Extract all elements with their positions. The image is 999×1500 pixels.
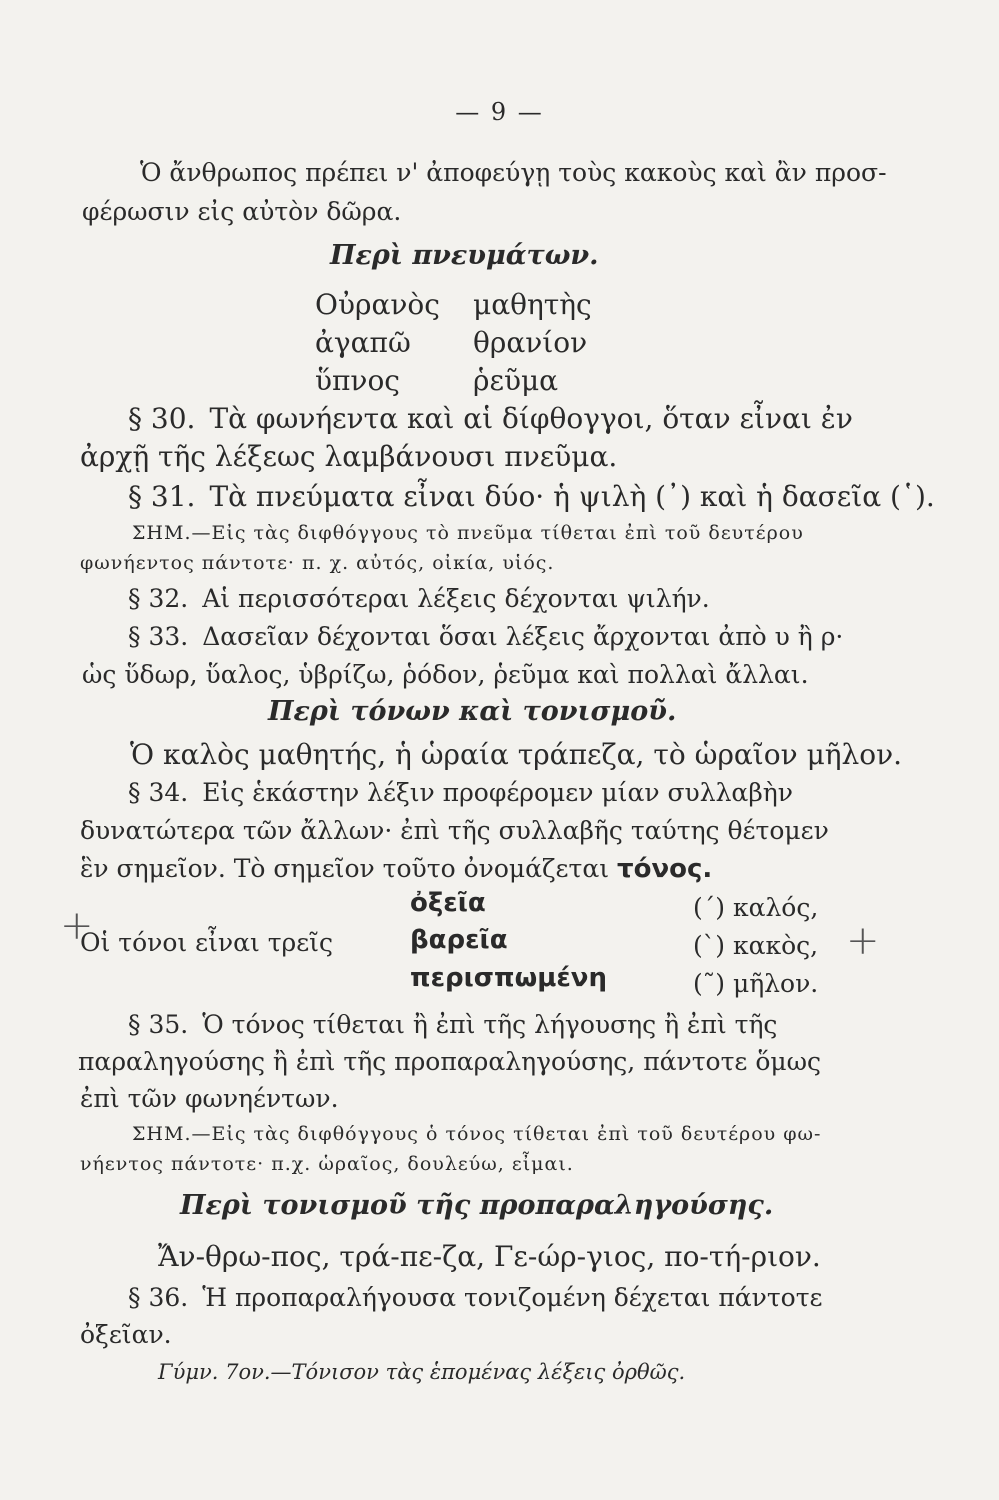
breathing-example-left-1: Οὐρανὸς	[315, 288, 440, 321]
section-31-text: Τὰ πνεύματα εἶναι δύο· ἡ ψιλὴ (᾿) καὶ ἡ δασεῖα (῾).	[209, 480, 935, 513]
section-33-line-2: ὡς ὕδωρ, ὕαλος, ὑβρίζω, ῥόδον, ῥεῦμα καὶ πολλαὶ ἄλλαι.	[82, 660, 809, 689]
margin-cross-mark-left: +	[60, 903, 94, 949]
section-32-number: § 32.	[128, 584, 189, 613]
heading-proparoxytone: Περὶ τονισμοῦ τῆς προπαραληγούσης.	[180, 1190, 774, 1221]
term-tonos: τόνος.	[616, 854, 713, 884]
page-number: — 9 —	[455, 98, 544, 126]
section-36-number: § 36.	[128, 1283, 189, 1312]
section-36-line-2: ὀξεῖαν.	[80, 1320, 172, 1349]
section-32	[128, 584, 710, 613]
breathing-example-right-2: θρανίον	[473, 326, 588, 359]
intro-line-2: φέρωσιν εἰς αὐτὸν δῶρα.	[82, 197, 402, 226]
accent-name-bareia: βαρεῖα	[410, 925, 508, 955]
note-2-line-1: ΣΗΜ.—Εἰς τὰς διφθόγγους ὁ τόνος τίθεται ἐπὶ τοῦ δευτέρου φω-	[132, 1123, 822, 1145]
section-34-text: Εἰς ἑκάστην λέξιν προφέρομεν μίαν συλλαβὴν	[202, 778, 793, 807]
exercise-line: Γύμν. 7ον.—Τόνισον τὰς ἑπομένας λέξεις ὀρθῶς.	[158, 1360, 686, 1384]
note-2-line-2: νήεντος πάντοτε· π.χ. ὡραῖος, δουλεύω, εἶμαι.	[80, 1153, 574, 1175]
section-35-line-2: παραληγούσης ἢ ἐπὶ τῆς προπαραληγούσης, πάντοτε ὅμως	[78, 1047, 822, 1076]
margin-cross-mark-right: +	[846, 918, 880, 964]
section-33-text: Δασεῖαν δέχονται ὅσαι λέξεις ἄρχονται ἀπὸ υ ἢ ρ·	[202, 622, 844, 651]
breathing-example-right-1: μαθητὴς	[473, 288, 592, 321]
section-34-line-2: δυνατώτερα τῶν ἄλλων· ἐπὶ τῆς συλλαβῆς ταύτης θέτομεν	[80, 816, 829, 845]
section-35-line-3: ἐπὶ τῶν φωνηέντων.	[80, 1084, 339, 1113]
section-34-line-3	[80, 854, 712, 884]
syllable-division-example: Ἄν-θρω-πος, τρά-πε-ζα, Γε-ώρ-γιος, πο-τή-ριον.	[158, 1240, 821, 1273]
section-33-number: § 33.	[128, 622, 189, 651]
breathing-example-left-3: ὕπνος	[315, 364, 400, 397]
section-35-number: § 35.	[128, 1010, 189, 1039]
section-35-line-1	[128, 1010, 777, 1039]
section-35-text: Ὁ τόνος τίθεται ἢ ἐπὶ τῆς λήγουσης ἢ ἐπὶ τῆς	[202, 1010, 778, 1039]
section-36-line-1	[128, 1283, 823, 1312]
breathing-example-left-2: ἀγαπῶ	[315, 326, 411, 359]
section-30-line-1	[128, 402, 853, 435]
accent-example-oxeia: (´) καλός,	[693, 893, 819, 922]
section-30-text: Τὰ φωνήεντα καὶ αἱ δίφθογγοι, ὅταν εἶναι ἐν	[209, 402, 853, 435]
section-30-line-2: ἀρχῇ τῆς λέξεως λαμβάνουσι πνεῦμα.	[80, 440, 618, 473]
accent-example-bareia: (`) κακὸς,	[693, 931, 819, 960]
accent-example-sentence: Ὁ καλὸς μαθητής, ἡ ὡραία τράπεζα, τὸ ὡραῖον μῆλον.	[130, 738, 903, 771]
section-36-text: Ἡ προπαραλήγουσα τονιζομένη δέχεται πάντοτε	[202, 1283, 823, 1312]
accent-example-perispomeni: (῀) μῆλον.	[693, 969, 819, 998]
accent-name-oxeia: ὀξεῖα	[410, 888, 486, 918]
section-34-line-1	[128, 778, 793, 807]
heading-breathings: Περὶ πνευμάτων.	[330, 240, 599, 271]
section-34-number: § 34.	[128, 778, 189, 807]
section-31-number: § 31.	[128, 480, 196, 513]
heading-accents: Περὶ τόνων καὶ τονισμοῦ.	[268, 696, 677, 727]
breathing-example-right-3: ῥεῦμα	[473, 364, 559, 397]
section-30-number: § 30.	[128, 402, 196, 435]
accents-label: Οἱ τόνοι εἶναι τρεῖς	[80, 928, 333, 957]
section-33-line-1	[128, 622, 843, 651]
section-31	[128, 480, 935, 513]
note-1-line-1: ΣΗΜ.—Εἰς τὰς διφθόγγους τὸ πνεῦμα τίθεται ἐπὶ τοῦ δευτέρου	[132, 522, 804, 544]
accent-name-perispomeni: περισπωμένη	[410, 963, 608, 993]
note-1-line-2: φωνήεντος πάντοτε· π. χ. αὐτός, οἰκία, υἱός.	[80, 552, 555, 574]
section-34-line-3-text: ἓν σημεῖον. Τὸ σημεῖον τοῦτο ὀνομάζεται	[80, 854, 610, 883]
section-32-text: Αἱ περισσότεραι λέξεις δέχονται ψιλήν.	[202, 584, 710, 613]
intro-line-1: Ὁ ἄνθρωπος πρέπει ν' ἀποφεύγῃ τοὺς κακοὺς καὶ ἂν προσ-	[140, 158, 887, 187]
